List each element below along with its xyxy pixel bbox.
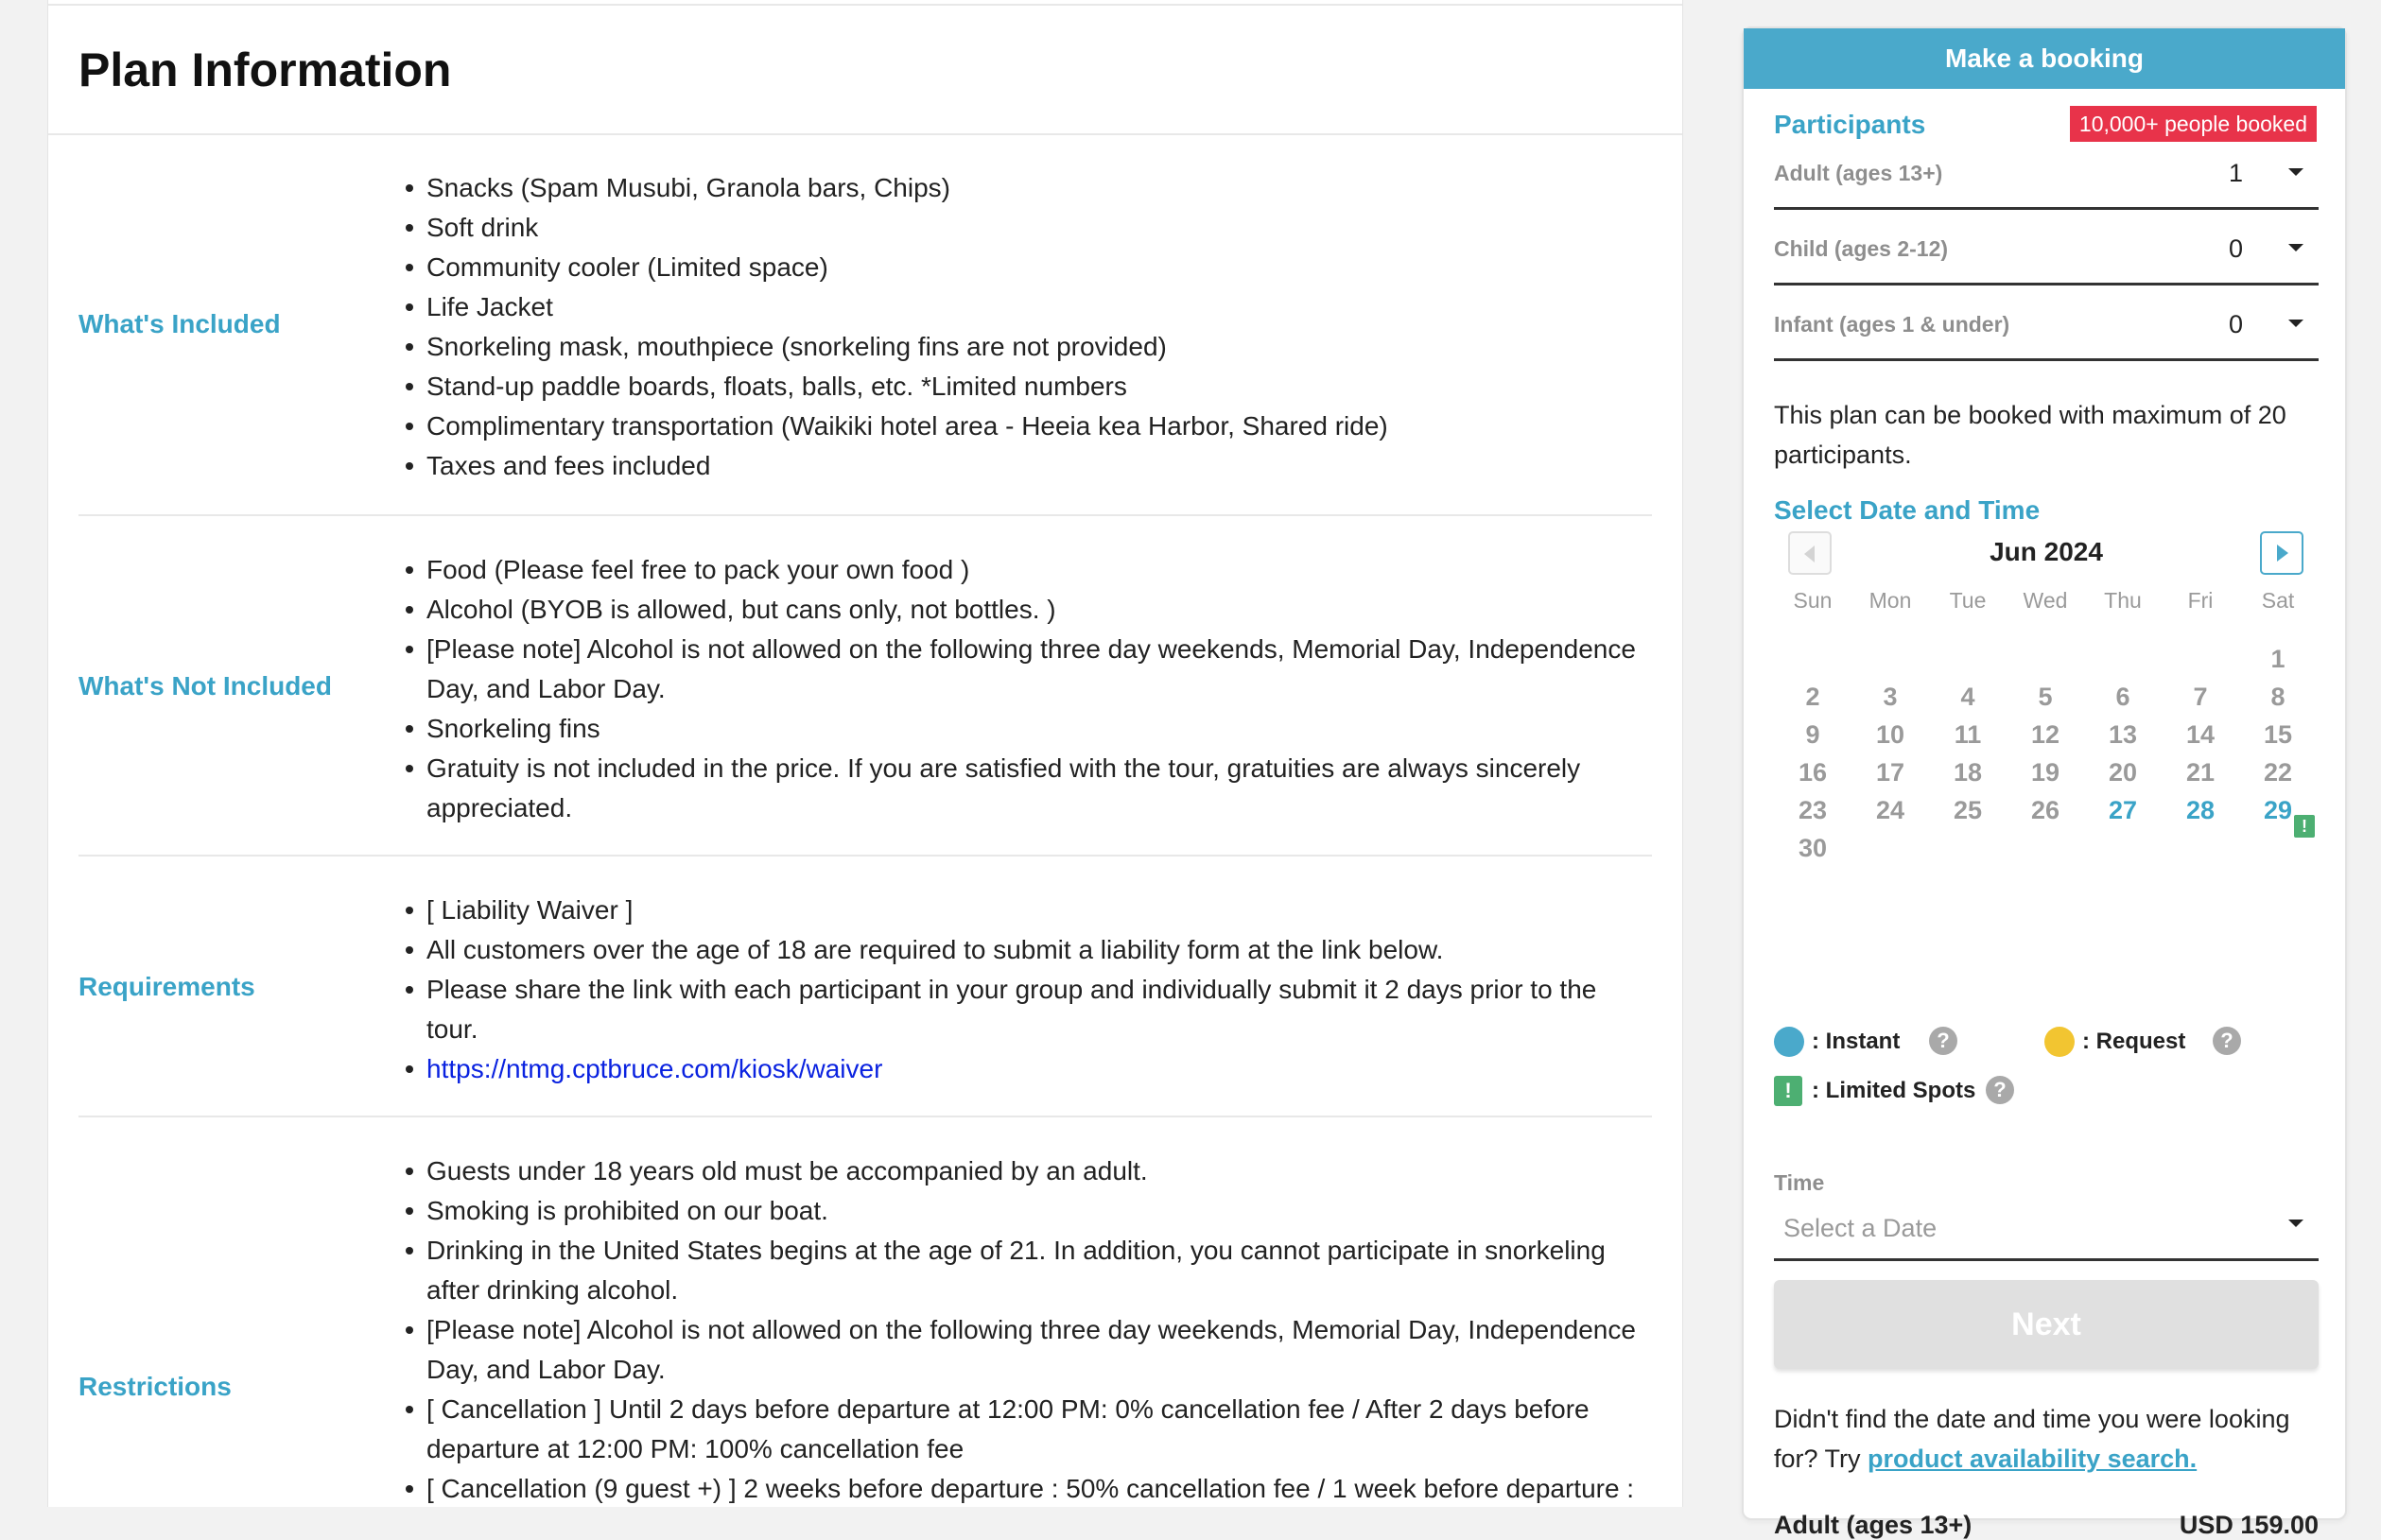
calendar-day-8: 8 <box>2270 683 2285 711</box>
list-item: Community cooler (Limited space) <box>406 248 1644 287</box>
limited-spots-icon: ! <box>1774 1076 1802 1106</box>
list-item: Stand-up paddle boards, floats, balls, etc. *Limited numbers <box>406 367 1644 407</box>
help-icon[interactable]: ? <box>1929 1027 1957 1055</box>
infant-label: Infant (ages 1 & under) <box>1774 312 2010 337</box>
infant-count: 0 <box>2228 310 2243 338</box>
max-participants-note: This plan can be booked with maximum of 20 participants. <box>1774 401 2286 469</box>
child-count: 0 <box>2228 234 2243 263</box>
list-item: Complimentary transportation (Waikiki hotel area - Heeia kea Harbor, Shared ride) <box>406 407 1644 446</box>
chevron-down-icon <box>2288 1220 2303 1227</box>
calendar-day-2: 2 <box>1805 683 1820 711</box>
included-list <box>406 168 1644 486</box>
calendar-day-17: 17 <box>1875 758 1905 787</box>
list-item: [Please note] Alcohol is not allowed on the following three day weekends, Memorial Day, Independence Day, and Labor Day. <box>406 630 1644 709</box>
help-icon[interactable]: ? <box>2213 1027 2241 1055</box>
legend-limited-text: : Limited Spots <box>1812 1078 1976 1103</box>
not-included-list <box>406 550 1644 828</box>
calendar-day-9: 9 <box>1805 720 1820 749</box>
list-item: Smoking is prohibited on our boat. <box>406 1191 1644 1231</box>
weekday-wed: Wed <box>2023 588 2068 613</box>
calendar-day-22: 22 <box>2263 758 2293 787</box>
list-item: Please share the link with each participant in your group and individually submit it 2 days prior to the tour. <box>406 970 1644 1049</box>
weekday-sun: Sun <box>1793 588 1833 613</box>
chevron-down-icon <box>2288 244 2303 251</box>
section-label: What's Not Included <box>78 671 332 701</box>
calendar-day-18: 18 <box>1953 758 1983 787</box>
infant-select[interactable] <box>1774 301 2319 361</box>
list-item: [Please note] Alcohol is not allowed on the following three day weekends, Memorial Day, Independence Day, and Labor Day. <box>406 1310 1644 1390</box>
list-item: Snorkeling fins <box>406 709 1644 749</box>
section-label: Restrictions <box>78 1372 232 1401</box>
chevron-down-icon <box>2288 168 2303 176</box>
list-item: [ Cancellation ] Until 2 days before departure at 12:00 PM: 0% cancellation fee / After 2 days before departure at 12:00 PM: 100% cancellation fee <box>406 1390 1644 1469</box>
time-label: Time <box>1774 1170 1825 1195</box>
calendar-month: Jun 2024 <box>1990 537 2103 566</box>
chevron-down-icon <box>2288 320 2303 327</box>
list-item: [ Cancellation (9 guest +) ] 2 weeks before departure : 50% cancellation fee / 1 week before departure : <box>406 1469 1644 1509</box>
plan-information-panel <box>47 0 1683 1507</box>
list-item: Soft drink <box>406 208 1644 248</box>
list-item: Food (Please feel free to pack your own food ) <box>406 550 1644 590</box>
calendar-day-12: 12 <box>2030 720 2060 749</box>
legend-instant-text: : Instant <box>1812 1029 1901 1054</box>
list-item: [ Liability Waiver ] <box>406 891 1644 930</box>
child-label: Child (ages 2-12) <box>1774 236 1949 261</box>
weekday-mon: Mon <box>1868 588 1912 613</box>
adult-select[interactable] <box>1774 149 2319 210</box>
next-button[interactable]: Next <box>1774 1280 2319 1369</box>
list-item: Alcohol (BYOB is allowed, but cans only, not bottles. ) <box>406 590 1644 630</box>
price-row <box>1774 1511 2319 1540</box>
list-item: Snacks (Spam Musubi, Granola bars, Chips) <box>406 168 1644 208</box>
date-time-title: Select Date and Time <box>1774 495 2041 525</box>
section-whats-included <box>78 134 1652 516</box>
list-item: Guests under 18 years old must be accompanied by an adult. <box>406 1151 1644 1191</box>
calendar-day-5: 5 <box>2038 683 2053 711</box>
calendar-day-1: 1 <box>2270 645 2285 673</box>
calendar-day-29[interactable]: 29 <box>2263 796 2293 824</box>
list-item: Snorkeling mask, mouthpiece (snorkeling fins are not provided) <box>406 327 1644 367</box>
booked-count-badge: 10,000+ people booked <box>2070 106 2317 142</box>
price-value: USD 159.00 <box>2179 1511 2319 1539</box>
calendar-day-21: 21 <box>2185 758 2216 787</box>
section-requirements <box>78 857 1652 1117</box>
availability-search-link[interactable]: product availability search. <box>1868 1445 2198 1473</box>
adult-count: 1 <box>2228 159 2243 187</box>
instant-dot-icon <box>1774 1027 1804 1057</box>
calendar-day-10: 10 <box>1875 720 1905 749</box>
participants-title: Participants <box>1774 110 1926 139</box>
section-label: What's Included <box>78 309 281 338</box>
restrictions-list <box>406 1151 1644 1509</box>
calendar-day-11: 11 <box>1954 720 1982 749</box>
section-whats-not-included <box>78 516 1652 857</box>
limited-spots-icon: ! <box>2294 815 2315 838</box>
booking-panel <box>1742 26 2347 1539</box>
requirements-list <box>406 891 1644 1089</box>
list-item: Taxes and fees included <box>406 446 1644 486</box>
page-title: Plan Information <box>78 43 452 96</box>
weekday-sat: Sat <box>2261 588 2295 613</box>
legend-instant <box>1774 1027 1963 1057</box>
calendar-day-19: 19 <box>2030 758 2060 787</box>
legend-request <box>2044 1027 2252 1057</box>
calendar-next-button[interactable] <box>2260 531 2303 575</box>
calendar-day-24: 24 <box>1875 796 1905 824</box>
calendar-day-28[interactable]: 28 <box>2185 796 2216 824</box>
section-restrictions <box>78 1117 1652 1533</box>
list-item: Life Jacket <box>406 287 1644 327</box>
calendar-day-14: 14 <box>2185 720 2216 749</box>
list-item: All customers over the age of 18 are required to submit a liability form at the link below. <box>406 930 1644 970</box>
calendar-day-3: 3 <box>1883 683 1898 711</box>
time-select[interactable] <box>1774 1201 2319 1261</box>
calendar-day-26: 26 <box>2030 796 2060 824</box>
adult-label: Adult (ages 13+) <box>1774 161 1943 185</box>
list-item: Drinking in the United States begins at the age of 21. In addition, you cannot participate in snorkeling after drinking alcohol. <box>406 1231 1644 1310</box>
calendar-day-4: 4 <box>1960 683 1975 711</box>
legend-request-text: : Request <box>2082 1029 2186 1054</box>
booking-header: Make a booking <box>1744 28 2345 89</box>
search-note-text: Didn't find the date and time you were looking for? Try <box>1774 1405 2290 1473</box>
price-label: Adult (ages 13+) <box>1774 1511 1973 1539</box>
calendar-day-23: 23 <box>1798 796 1828 824</box>
weekday-thu: Thu <box>2104 588 2142 613</box>
legend-limited <box>1774 1076 2058 1106</box>
calendar-day-13: 13 <box>2108 720 2138 749</box>
weekday-fri: Fri <box>2187 588 2214 613</box>
time-select-placeholder: Select a Date <box>1783 1214 1938 1242</box>
availability-search-note <box>1774 1399 2332 1479</box>
help-icon[interactable]: ? <box>1986 1076 2014 1104</box>
section-label: Requirements <box>78 972 255 1001</box>
request-dot-icon <box>2044 1027 2075 1057</box>
calendar-day-15: 15 <box>2263 720 2293 749</box>
calendar-day-20: 20 <box>2108 758 2138 787</box>
calendar-day-30: 30 <box>1798 834 1828 862</box>
waiver-link[interactable]: https://ntmg.cptbruce.com/kiosk/waiver <box>426 1054 883 1083</box>
calendar-day-7: 7 <box>2193 683 2208 711</box>
calendar-day-25: 25 <box>1953 796 1983 824</box>
calendar-day-16: 16 <box>1798 758 1828 787</box>
child-select[interactable] <box>1774 225 2319 286</box>
top-border <box>48 0 1682 6</box>
calendar-day-6: 6 <box>2115 683 2130 711</box>
list-item-link <box>406 1049 1644 1089</box>
calendar-day-27[interactable]: 27 <box>2108 796 2138 824</box>
weekday-tue: Tue <box>1949 588 1987 613</box>
list-item: Gratuity is not included in the price. If you are satisfied with the tour, gratuities are always sincerely appreciated. <box>406 749 1644 828</box>
